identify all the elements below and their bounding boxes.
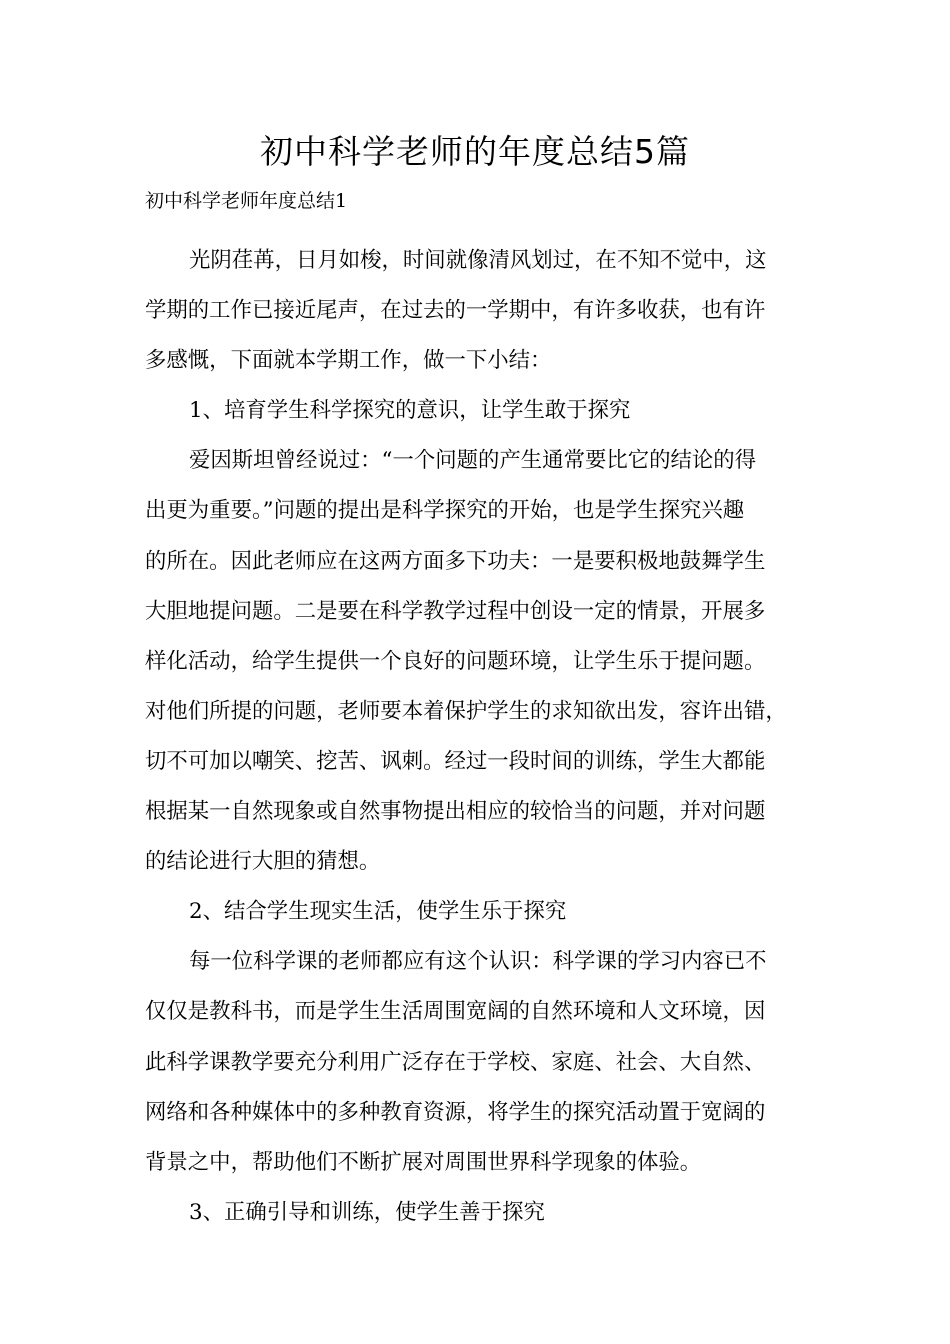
paragraph-line: 大胆地提问题。二是要在科学教学过程中创设一定的情景，开展多 xyxy=(145,598,766,624)
paragraph-line: 根据某一自然现象或自然事物提出相应的较恰当的问题，并对问题 xyxy=(145,799,766,825)
paragraph-line: 样化活动，给学生提供一个良好的问题环境，让学生乐于提问题。 xyxy=(145,648,766,674)
paragraph-line: 背景之中，帮助他们不断扩展对周围世界科学现象的体验。 xyxy=(145,1149,702,1175)
paragraph-line: 网络和各种媒体中的多种教育资源，将学生的探究活动置于宽阔的 xyxy=(145,1099,766,1125)
section-heading: 2、结合学生现实生活，使学生乐于探究 xyxy=(189,899,567,925)
paragraph-line: 出更为重要。”问题的提出是科学探究的开始，也是学生探究兴趣 xyxy=(145,498,745,524)
section-heading: 3、正确引导和训练，使学生善于探究 xyxy=(189,1199,545,1225)
paragraph-line: 仅仅是教科书，而是学生生活周围宽阔的自然环境和人文环境，因 xyxy=(145,999,766,1025)
document-title: 初中科学老师的年度总结5篇 xyxy=(260,132,690,171)
paragraph-line: 多感慨，下面就本学期工作，做一下小结： xyxy=(145,348,552,374)
paragraph-line: 对他们所提的问题，老师要本着保护学生的求知欲出发，容许出错， xyxy=(145,698,787,724)
paragraph-line: 爱因斯坦曾经说过：“一个问题的产生通常要比它的结论的得 xyxy=(189,448,757,474)
paragraph-line: 每一位科学课的老师都应有这个认识：科学课的学习内容已不 xyxy=(189,949,767,975)
paragraph-line: 此科学课教学要充分利用广泛存在于学校、家庭、社会、大自然、 xyxy=(145,1049,766,1075)
document-body xyxy=(145,236,827,1238)
paragraph-line: 的所在。因此老师应在这两方面多下功夫：一是要积极地鼓舞学生 xyxy=(145,548,766,574)
paragraph-line: 学期的工作已接近尾声，在过去的一学期中，有许多收获，也有许 xyxy=(145,298,766,324)
paragraph-line: 光阴荏苒，日月如梭，时间就像清风划过，在不知不觉中，这 xyxy=(189,248,767,273)
paragraph-line: 切不可加以嘲笑、挖苦、讽刺。经过一段时间的训练，学生大都能 xyxy=(145,748,766,774)
section-heading: 1、培育学生科学探究的意识，让学生敢于探究 xyxy=(189,398,631,424)
paragraph-line: 的结论进行大胆的猜想。 xyxy=(145,849,381,875)
document-subtitle: 初中科学老师年度总结1 xyxy=(145,190,348,212)
